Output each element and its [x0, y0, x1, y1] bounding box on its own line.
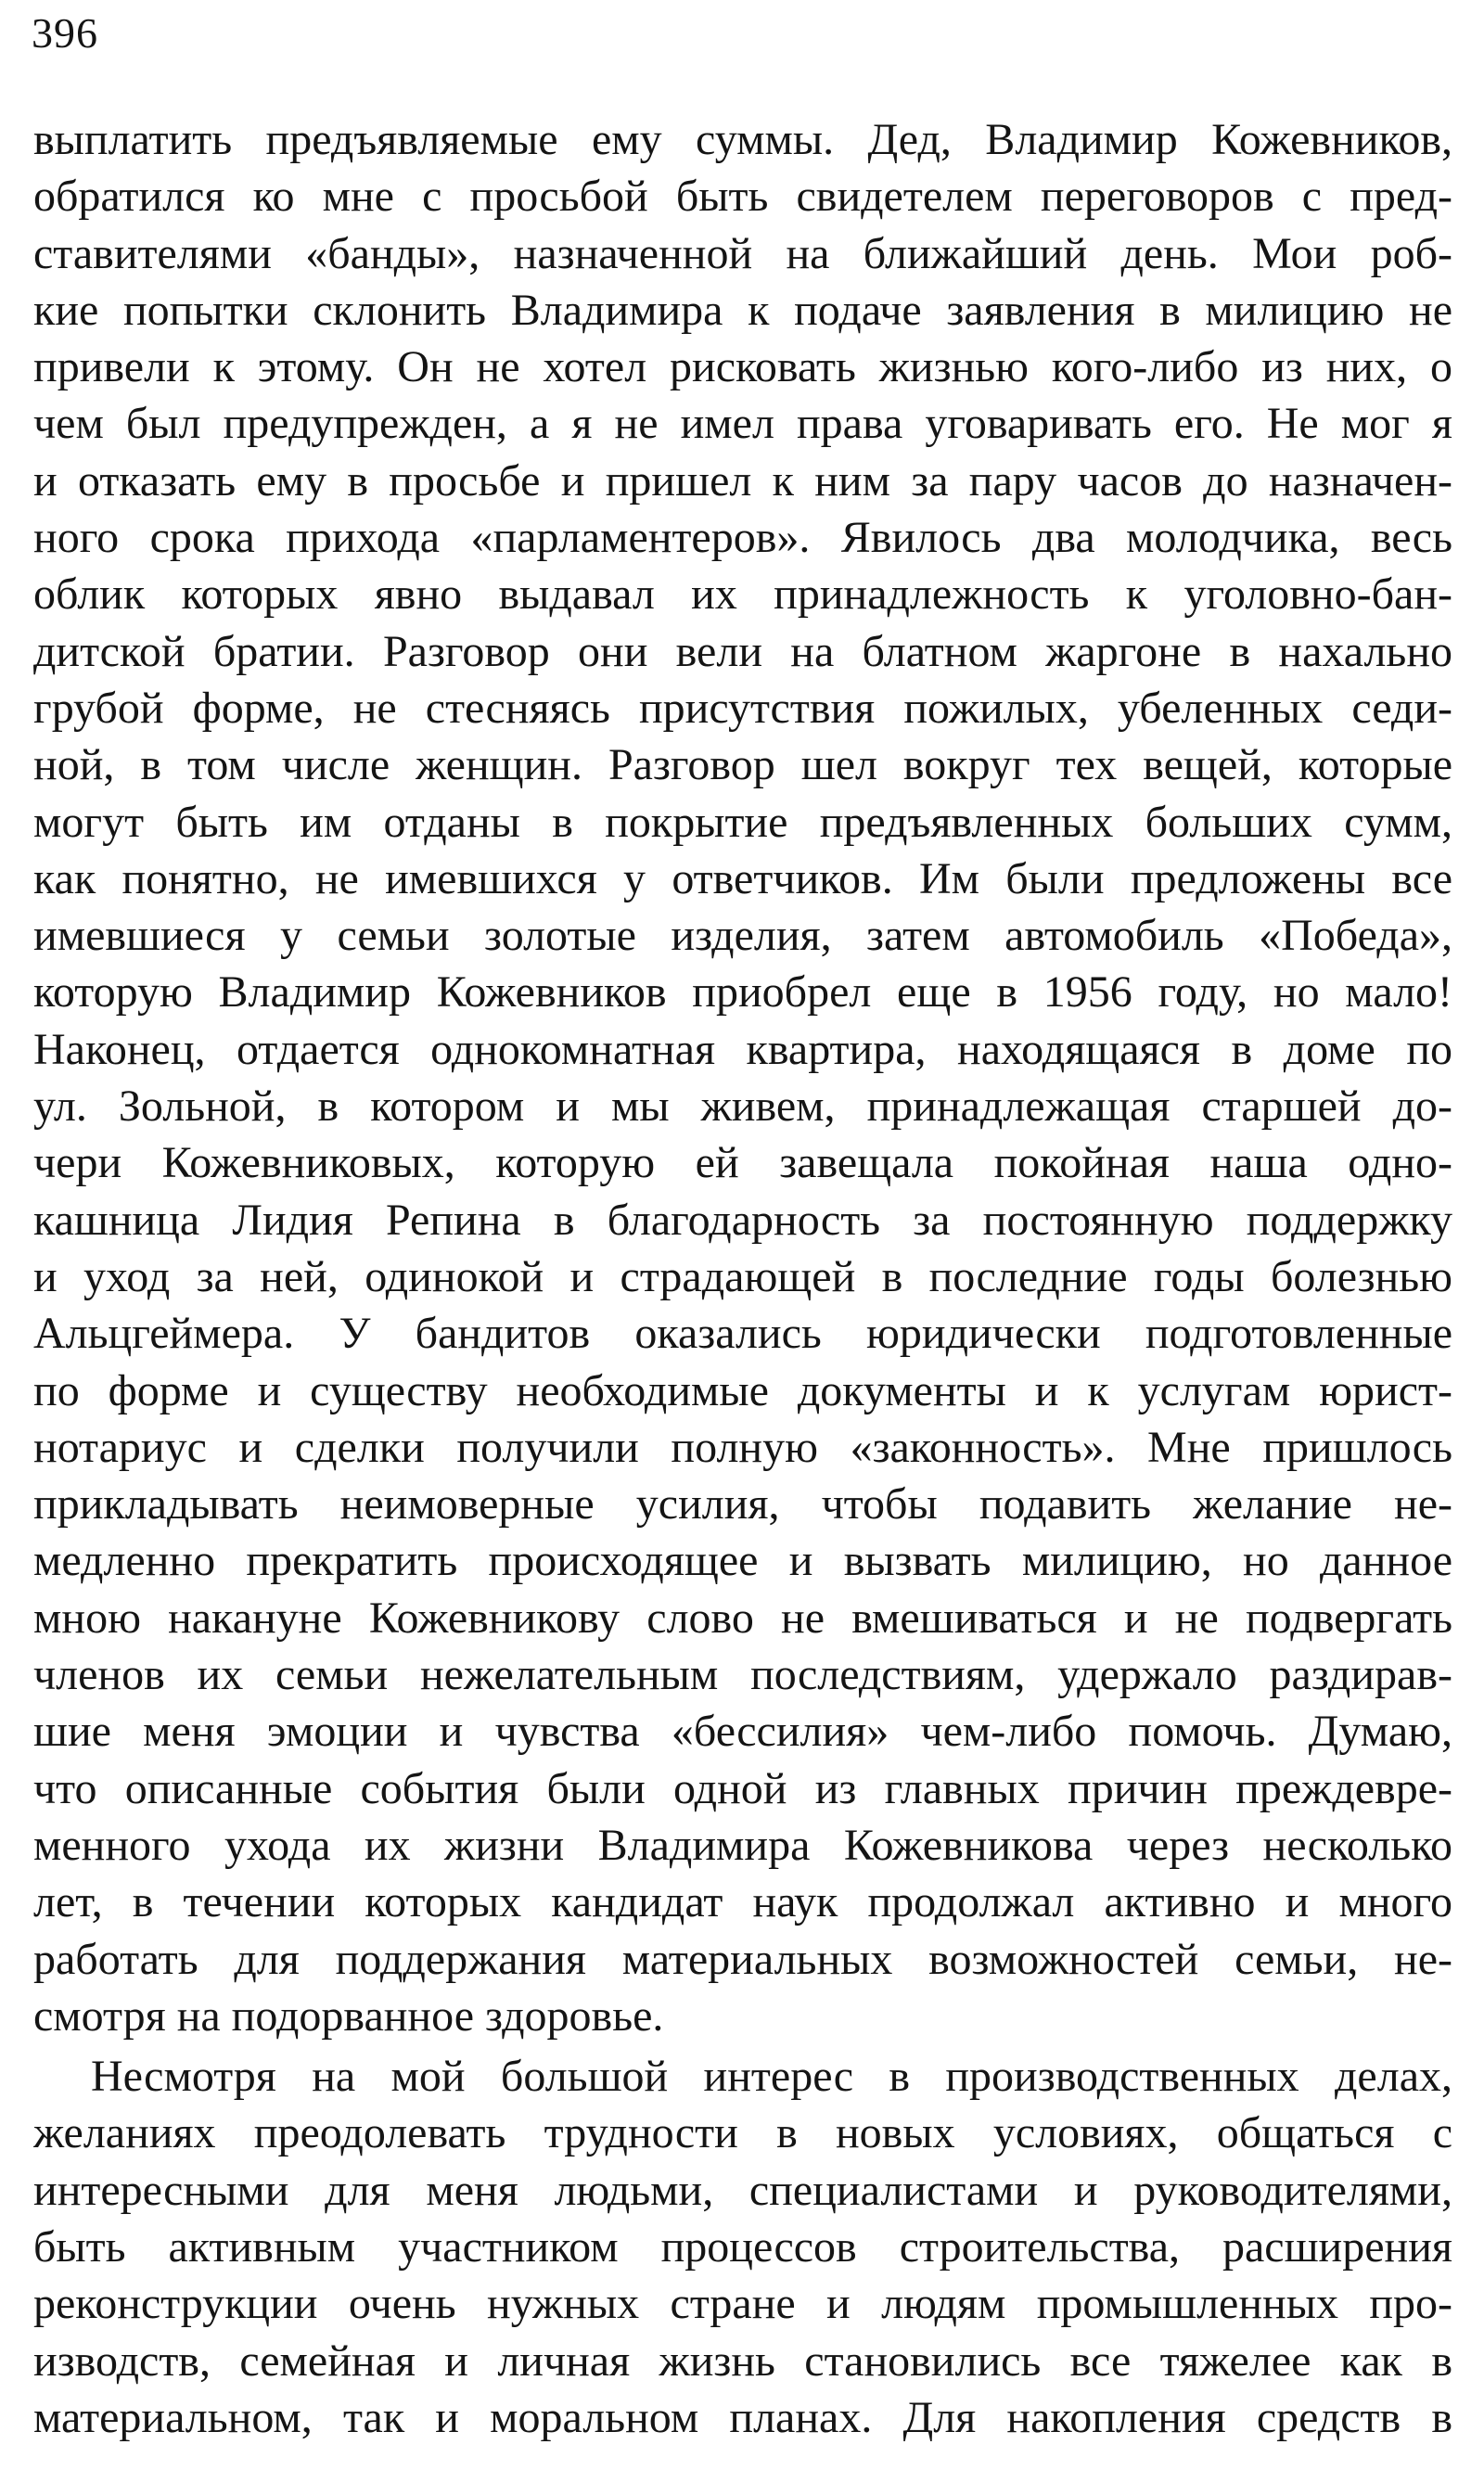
text-line: ставителями «банды», назначенной на ближайший день. Мои роб-	[33, 228, 1452, 278]
text-line: как понятно, не имевшихся у ответчиков. Им были предложены все	[33, 853, 1452, 903]
text-line: медленно прекратить происходящее и вызвать милицию, но данное	[33, 1536, 1452, 1586]
text-line: Наконец, отдается однокомнатная квартира, находящаяся в доме по	[33, 1024, 1452, 1074]
text-line: кие попытки склонить Владимира к подаче заявления в милицию не	[33, 285, 1452, 335]
text-line: членов их семьи нежелательным последствиям, удержало раздирав-	[33, 1650, 1452, 1700]
text-line: изводств, семейная и личная жизнь становились все тяжелее как в	[33, 2336, 1452, 2386]
text-line: смотря на подорванное здоровье.	[33, 1990, 664, 2041]
text-line: Альцгеймера. У бандитов оказались юридически подготовленные	[33, 1309, 1452, 1359]
text-line: кашница Лидия Репина в благодарность за постоянную поддержку	[33, 1195, 1452, 1245]
text-line: и уход за ней, одинокой и страдающей в последние годы болезнью	[33, 1251, 1452, 1301]
text-line: шие меня эмоции и чувства «бессилия» чем-либо помочь. Думаю,	[33, 1707, 1452, 1757]
text-line: привели к этому. Он не хотел рисковать жизнью кого-либо из них, о	[33, 342, 1452, 392]
text-line: ул. Зольной, в котором и мы живем, принадлежащая старшей до-	[33, 1082, 1452, 1132]
text-line: прикладывать неимоверные усилия, чтобы подавить желание не-	[33, 1479, 1452, 1529]
text-line: работать для поддержания материальных возможностей семьи, не-	[33, 1934, 1452, 1984]
page-number: 396	[32, 9, 98, 57]
text-line: нотариус и сделки получили полную «законность». Мне пришлось	[33, 1422, 1452, 1472]
text-line: имевшиеся у семьи золотые изделия, затем автомобиль «Победа»,	[33, 911, 1452, 961]
text-line: Несмотря на мой большой интерес в производственных делах,	[91, 2052, 1452, 2102]
text-line: желаниях преодолевать трудности в новых условиях, общаться с	[33, 2108, 1452, 2158]
text-line: ного срока прихода «парламентеров». Явилось два молодчика, весь	[33, 513, 1452, 563]
text-line: мною накануне Кожевникову слово не вмешиваться и не подвергать	[33, 1593, 1452, 1643]
text-line: менного ухода их жизни Владимира Кожевникова через несколько	[33, 1820, 1452, 1870]
text-line: ной, в том числе женщин. Разговор шел вокруг тех вещей, которые	[33, 740, 1452, 790]
text-line: материальном, так и моральном планах. Для накопления средств в	[33, 2392, 1452, 2442]
text-line: что описанные события были одной из главных причин преждевре-	[33, 1763, 1452, 1813]
page-text	[33, 111, 1452, 2446]
text-line: чем был предупрежден, а я не имел права уговаривать его. Не мог я	[33, 399, 1452, 449]
text-line: которую Владимир Кожевников приобрел еще в 1956 году, но мало!	[33, 967, 1452, 1018]
text-line: лет, в течении которых кандидат наук продолжал активно и много	[33, 1877, 1452, 1927]
text-line: обратился ко мне с просьбой быть свидетелем переговоров с пред-	[33, 172, 1452, 222]
text-line: быть активным участником процессов строительства, расширения	[33, 2221, 1452, 2272]
paragraph	[33, 2048, 1452, 2446]
text-line: чери Кожевниковых, которую ей завещала покойная наша одно-	[33, 1138, 1452, 1188]
text-line: интересными для меня людьми, специалистами и руководителями,	[33, 2165, 1452, 2215]
text-line: реконструкции очень нужных стране и людям промышленных про-	[33, 2279, 1452, 2329]
text-line: дитской братии. Разговор они вели на блатном жаргоне в нахально	[33, 626, 1452, 676]
paragraph	[33, 111, 1452, 2044]
text-line: грубой форме, не стесняясь присутствия пожилых, убеленных седи-	[33, 683, 1452, 733]
text-line: облик которых явно выдавал их принадлежность к уголовно-бан-	[33, 570, 1452, 620]
text-line: могут быть им отданы в покрытие предъявленных больших сумм,	[33, 797, 1452, 847]
text-line: выплатить предъявляемые ему суммы. Дед, Владимир Кожевников,	[33, 115, 1452, 164]
text-line: и отказать ему в просьбе и пришел к ним за пару часов до назначен-	[33, 455, 1452, 506]
text-line: по форме и существу необходимые документы и к услугам юрист-	[33, 1365, 1452, 1415]
